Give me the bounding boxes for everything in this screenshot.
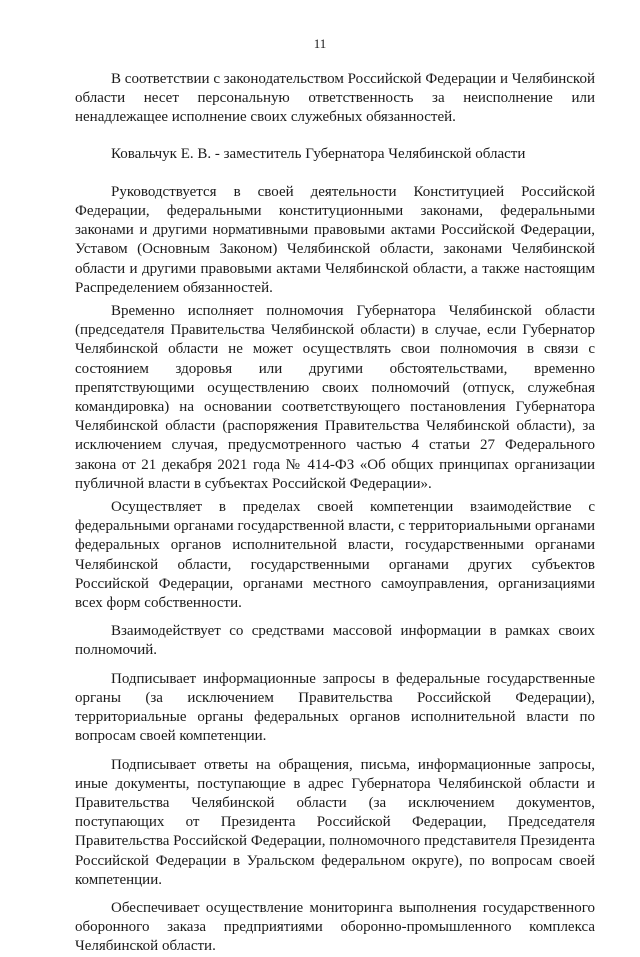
paragraph-legal-basis: Руководствуется в своей деятельности Конституцией Российской Федерации, федеральными конституционными законами, федеральными законами и другими нормативными правовыми актами Российской Федерации, Уставом (Основным Законом) Челябинской области, законами Челябинской области и другими правовыми актами Челябинской области, а также настоящим Распределением обязанностей. <box>75 183 595 296</box>
paragraph-defense-order: Обеспечивает осуществление мониторинга выполнения государственного оборонного заказа предприятиями оборонно-промышленного комплекса Челябинской области. <box>75 899 595 955</box>
paragraph-responsibility: В соответствии с законодательством Российской Федерации и Челябинской области несет персональную ответственность за неисполнение или ненадлежащее исполнение своих служебных обязанностей. <box>75 71 595 126</box>
paragraph-signing-replies: Подписывает ответы на обращения, письма, информационные запросы, иные документы, поступающие в адрес Губернатора Челябинской области и Правительства Челябинской области (за исключением документов, поступающих от Президента Российской Федерации, Председателя Правительства Российской Федерации, полномочного представителя Президента Российской Федерации в Уральском федеральном округе), по вопросам своей компетенции. <box>75 756 595 888</box>
section-heading-deputy-governor: Ковальчук Е. В. - заместитель Губернатора Челябинской области <box>111 145 526 162</box>
document-body <box>75 70 595 957</box>
paragraph-interaction: Осуществляет в пределах своей компетенции взаимодействие с федеральными органами государственной власти, с территориальными органами федеральных органов исполнительной власти, государственными органами Челябинской области, государственными органами других субъектов Российской Федерации, органами местного самоуправления, организациями всех форм собственности. <box>75 499 595 612</box>
paragraph-media: Взаимодействует со средствами массовой информации в рамках своих полномочий. <box>75 623 595 659</box>
paragraph-info-requests: Подписывает информационные запросы в федеральные государственные органы (за исключением Правительства Российской Федерации), территориальные органы федеральных органов исполнительной власти по вопросам своей компетенции. <box>75 670 595 745</box>
paragraph-acting-governor: Временно исполняет полномочия Губернатора Челябинской области (председателя Правительства Челябинской области) в случае, если Губернатор Челябинской области не может осуществлять свои полномочия в связи с состоянием здоровья или другими обстоятельствами, временно препятствующими осуществлению своих полномочий (отпуск, служебная командировка) на основании соответствующего постановления Губернатора Челябинской области (распоряжения Правительства Челябинской области), за исключением случая, предусмотренного частью 4 статьи 27 Федерального закона от 21 декабря 2021 года № 414-ФЗ «Об общих принципах организации публичной власти в субъектах Российской Федерации». <box>75 303 595 492</box>
page-number: 11 <box>313 36 327 51</box>
